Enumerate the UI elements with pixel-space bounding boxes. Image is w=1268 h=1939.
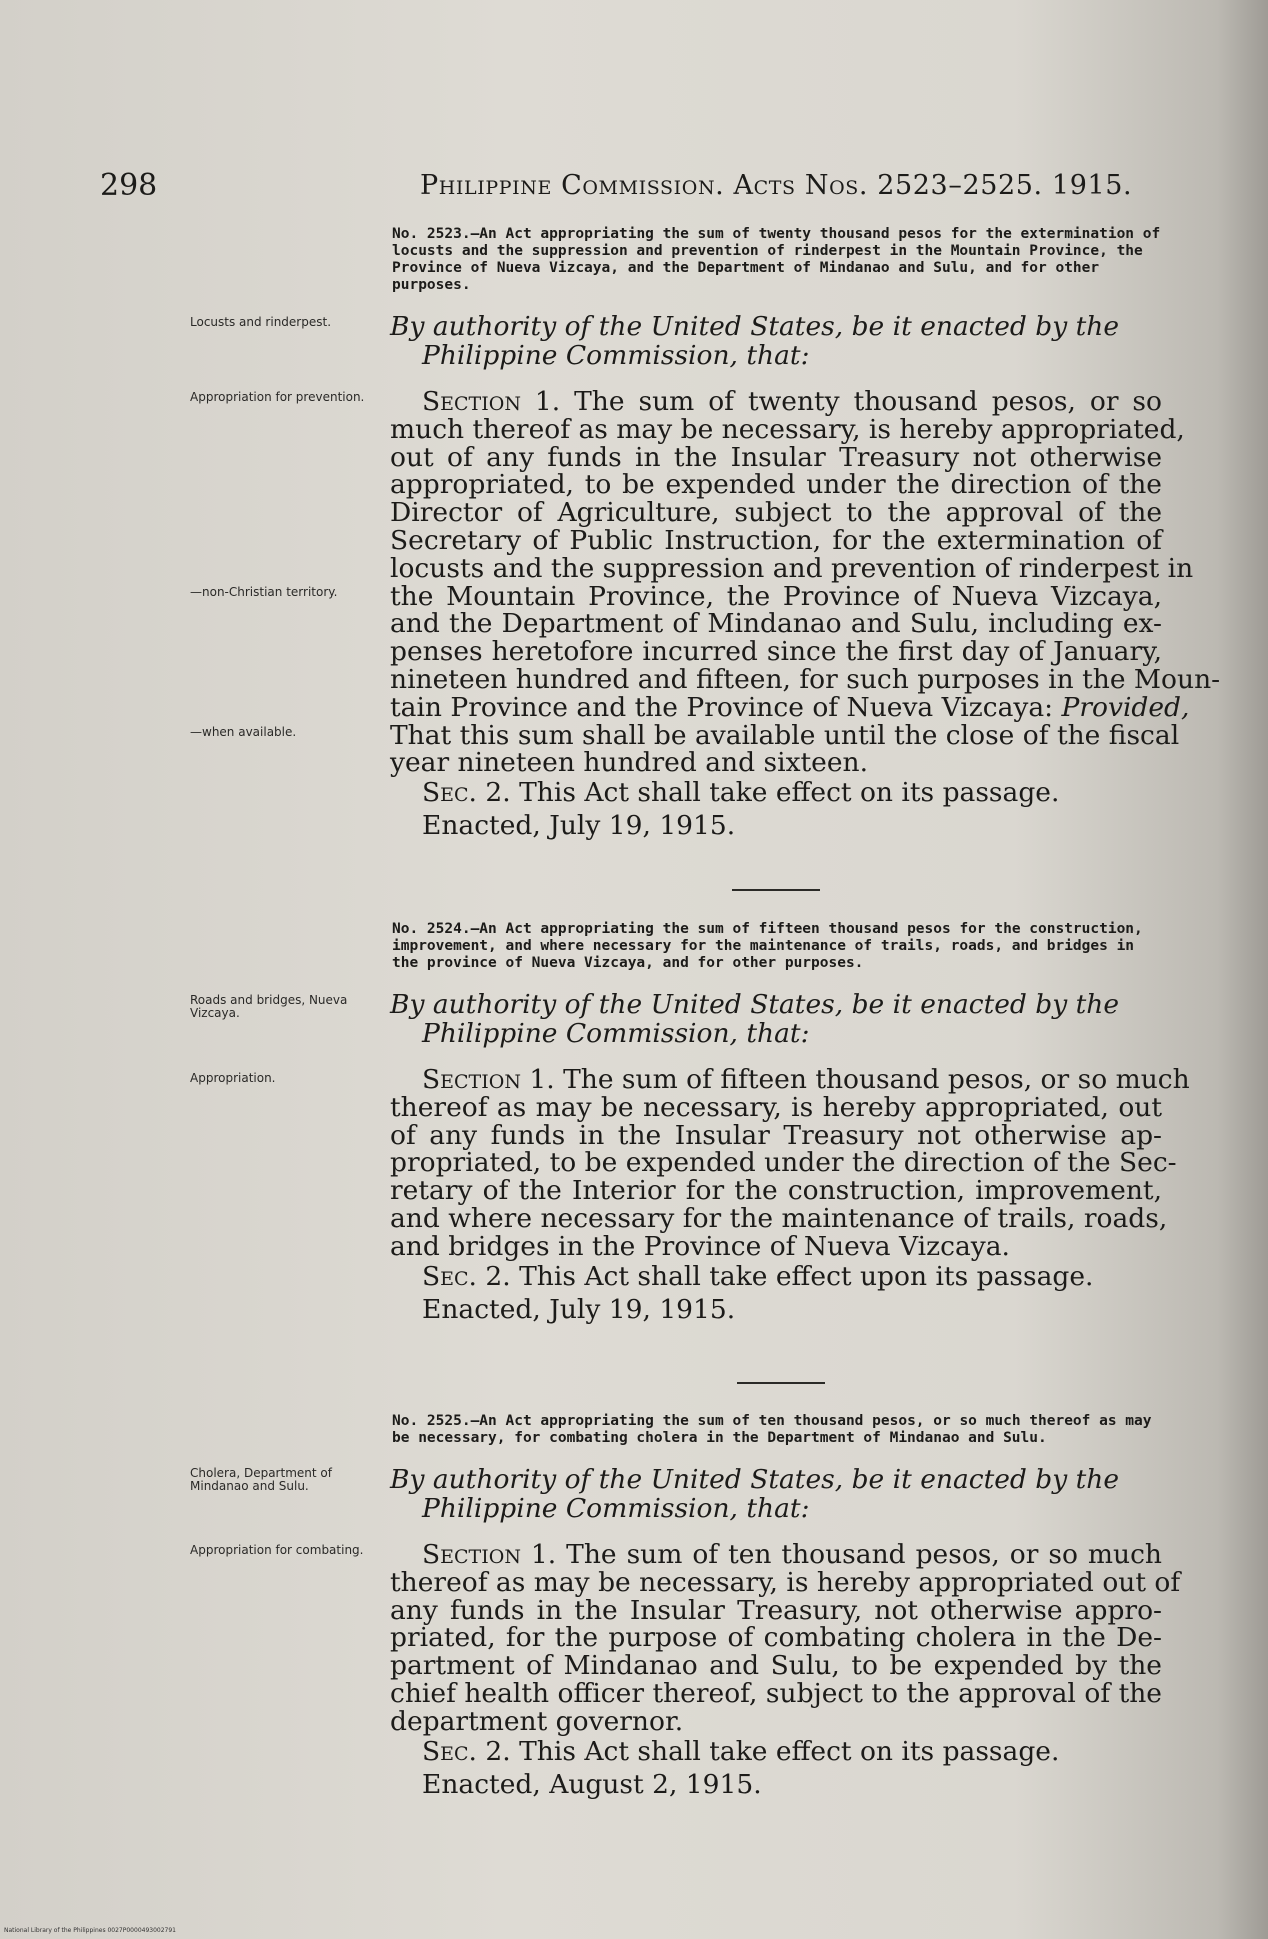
enacted-date: Enacted, July 19, 1915. [422,1293,736,1325]
act-title-text: —An Act appropriating the sum of twenty thousand pesos for the extermination of locusts and the suppression and prevention of rinderpest in the Mountain Province, the Province of Nueva Vizcaya, and the Department of Mindanao and Sulu, and for other purposes. [392,226,1161,293]
section-line: tain Province and the Province of Nueva Vizcaya: Provided, [390,691,1190,723]
act-title-text: —An Act appropriating the sum of fifteen thousand pesos for the construction, improvement, and where necessary for the maintenance of trails, roads, and bridges in the province of Nueva Vizcaya, and for other purposes. [392,921,1143,971]
section-2: Sec. 2. This Act shall take effect on its passage. [422,1735,1060,1767]
enacting-line-1: By authority of the United States, be it enacted by the [390,311,1120,342]
enacted-date: Enacted, July 19, 1915. [422,810,736,842]
act-title [392,1413,1162,1447]
section-line: priated, for the purpose of combating cholera in the De- [390,1622,1162,1654]
enacting-clause [390,312,1162,370]
act-2523 [190,226,1221,842]
section-line: Director of Agriculture, subject to the approval of the [390,497,1162,529]
section-line: Section 1. The sum of fifteen thousand pesos, or so much [422,1064,1190,1095]
margin-note-appropriation: Appropriation. [190,1071,276,1085]
enacting-clause [390,1465,1162,1523]
separator-rule [732,889,820,891]
section-line: Secretary of Public Instruction, for the extermination of [390,524,1162,556]
section-label: Section 1. [422,386,561,417]
enacting-line-2: Philippine Commission, that: [422,1018,810,1049]
margin-note-appropriation: Appropriation for combating. [190,1543,364,1557]
section-line: any funds in the Insular Treasury, not otherwise appro- [390,1594,1162,1626]
section-line: year nineteen hundred and sixteen. [390,747,869,779]
section-line: the Mountain Province, the Province of Nueva Vizcaya, [390,580,1162,612]
section-line: thereof as may be necessary, is hereby appropriated out of [390,1566,1181,1598]
margin-note-non-christian: —non-Christian territory. [190,585,338,599]
running-title: Philippine Commission. Acts Nos. 2523–2525. 1915. [420,170,1133,201]
separator-rule [737,1382,825,1384]
section-2: Sec. 2. This Act shall take effect upon its passage. [422,1260,1094,1292]
section-2: Sec. 2. This Act shall take effect on its passage. [422,777,1060,809]
section-line: propriated, to be expended under the direction of the Sec- [390,1147,1177,1179]
section-line: much thereof as may be necessary, is hereby appropriated, [390,413,1185,445]
section-line: That this sum shall be available until the close of the fiscal [390,719,1180,751]
act-title [392,226,1162,294]
provided-italic: Provided, [1061,691,1190,723]
enacting-clause [390,990,1162,1048]
section-line: department governor. [390,1705,684,1737]
section-1 [190,386,1221,779]
section-1 [190,1064,1190,1262]
section-line: and where necessary for the maintenance of trails, roads, [390,1202,1168,1234]
section-line: retary of the Interior for the construction, improvement, [390,1175,1162,1207]
section-line: and bridges in the Province of Nueva Vizcaya. [390,1230,1010,1262]
margin-note-enact: Roads and bridges, Nueva Vizcaya. [190,993,348,1020]
act-number: No. 2525. [392,1413,471,1429]
act-title [392,921,1162,972]
section-line: out of any funds in the Insular Treasury not otherwise [390,441,1162,473]
act-2525 [190,1413,1181,1800]
page-header [0,168,1268,208]
section-line: appropriated, to be expended under the direction of the [390,469,1162,501]
act-number: No. 2524. [392,921,471,937]
enacting-line-1: By authority of the United States, be it enacted by the [390,1464,1120,1495]
margin-note-when-available: —when available. [190,725,297,739]
act-number: No. 2523. [392,226,471,242]
act-title-text: —An Act appropriating the sum of ten thousand pesos, or so much thereof as may be necessary, for combating cholera in the Department of Mindanao and Sulu. [392,1413,1152,1446]
section-1 [190,1539,1181,1737]
enacted-date: Enacted, August 2, 1915. [422,1768,762,1800]
page-number: 298 [100,168,158,203]
margin-note-enact: Cholera, Department of Mindanao and Sulu. [190,1466,332,1493]
enacting-line-2: Philippine Commission, that: [422,340,810,371]
section-line: nineteen hundred and fifteen, for such purposes in the Moun- [390,663,1221,695]
section-line: penses heretofore incurred since the first day of January, [390,636,1162,668]
margin-note-appropriation: Appropriation for prevention. [190,390,365,404]
section-label: Section 1. [422,1064,555,1095]
section-line: thereof as may be necessary, is hereby appropriated, out [390,1091,1162,1123]
section-line: Section 1. The sum of ten thousand pesos, or so much [422,1539,1162,1570]
margin-note-enact: Locusts and rinderpest. [190,315,332,329]
section-line: chief health officer thereof, subject to the approval of the [390,1677,1162,1709]
act-2524 [190,921,1190,1325]
section-line: locusts and the suppression and prevention of rinderpest in [390,552,1194,584]
section-line: partment of Mindanao and Sulu, to be expended by the [390,1650,1162,1682]
section-line: of any funds in the Insular Treasury not otherwise ap- [390,1119,1162,1151]
section-label: Section 1. [422,1539,557,1570]
section-line: Section 1. The sum of twenty thousand pesos, or so [422,386,1162,417]
scan-footer: National Library of the Philippines 0027P0000493002791 [4,1927,176,1934]
enacting-line-1: By authority of the United States, be it enacted by the [390,989,1120,1020]
enacting-line-2: Philippine Commission, that: [422,1493,810,1524]
section-line: and the Department of Mindanao and Sulu, including ex- [390,608,1162,640]
